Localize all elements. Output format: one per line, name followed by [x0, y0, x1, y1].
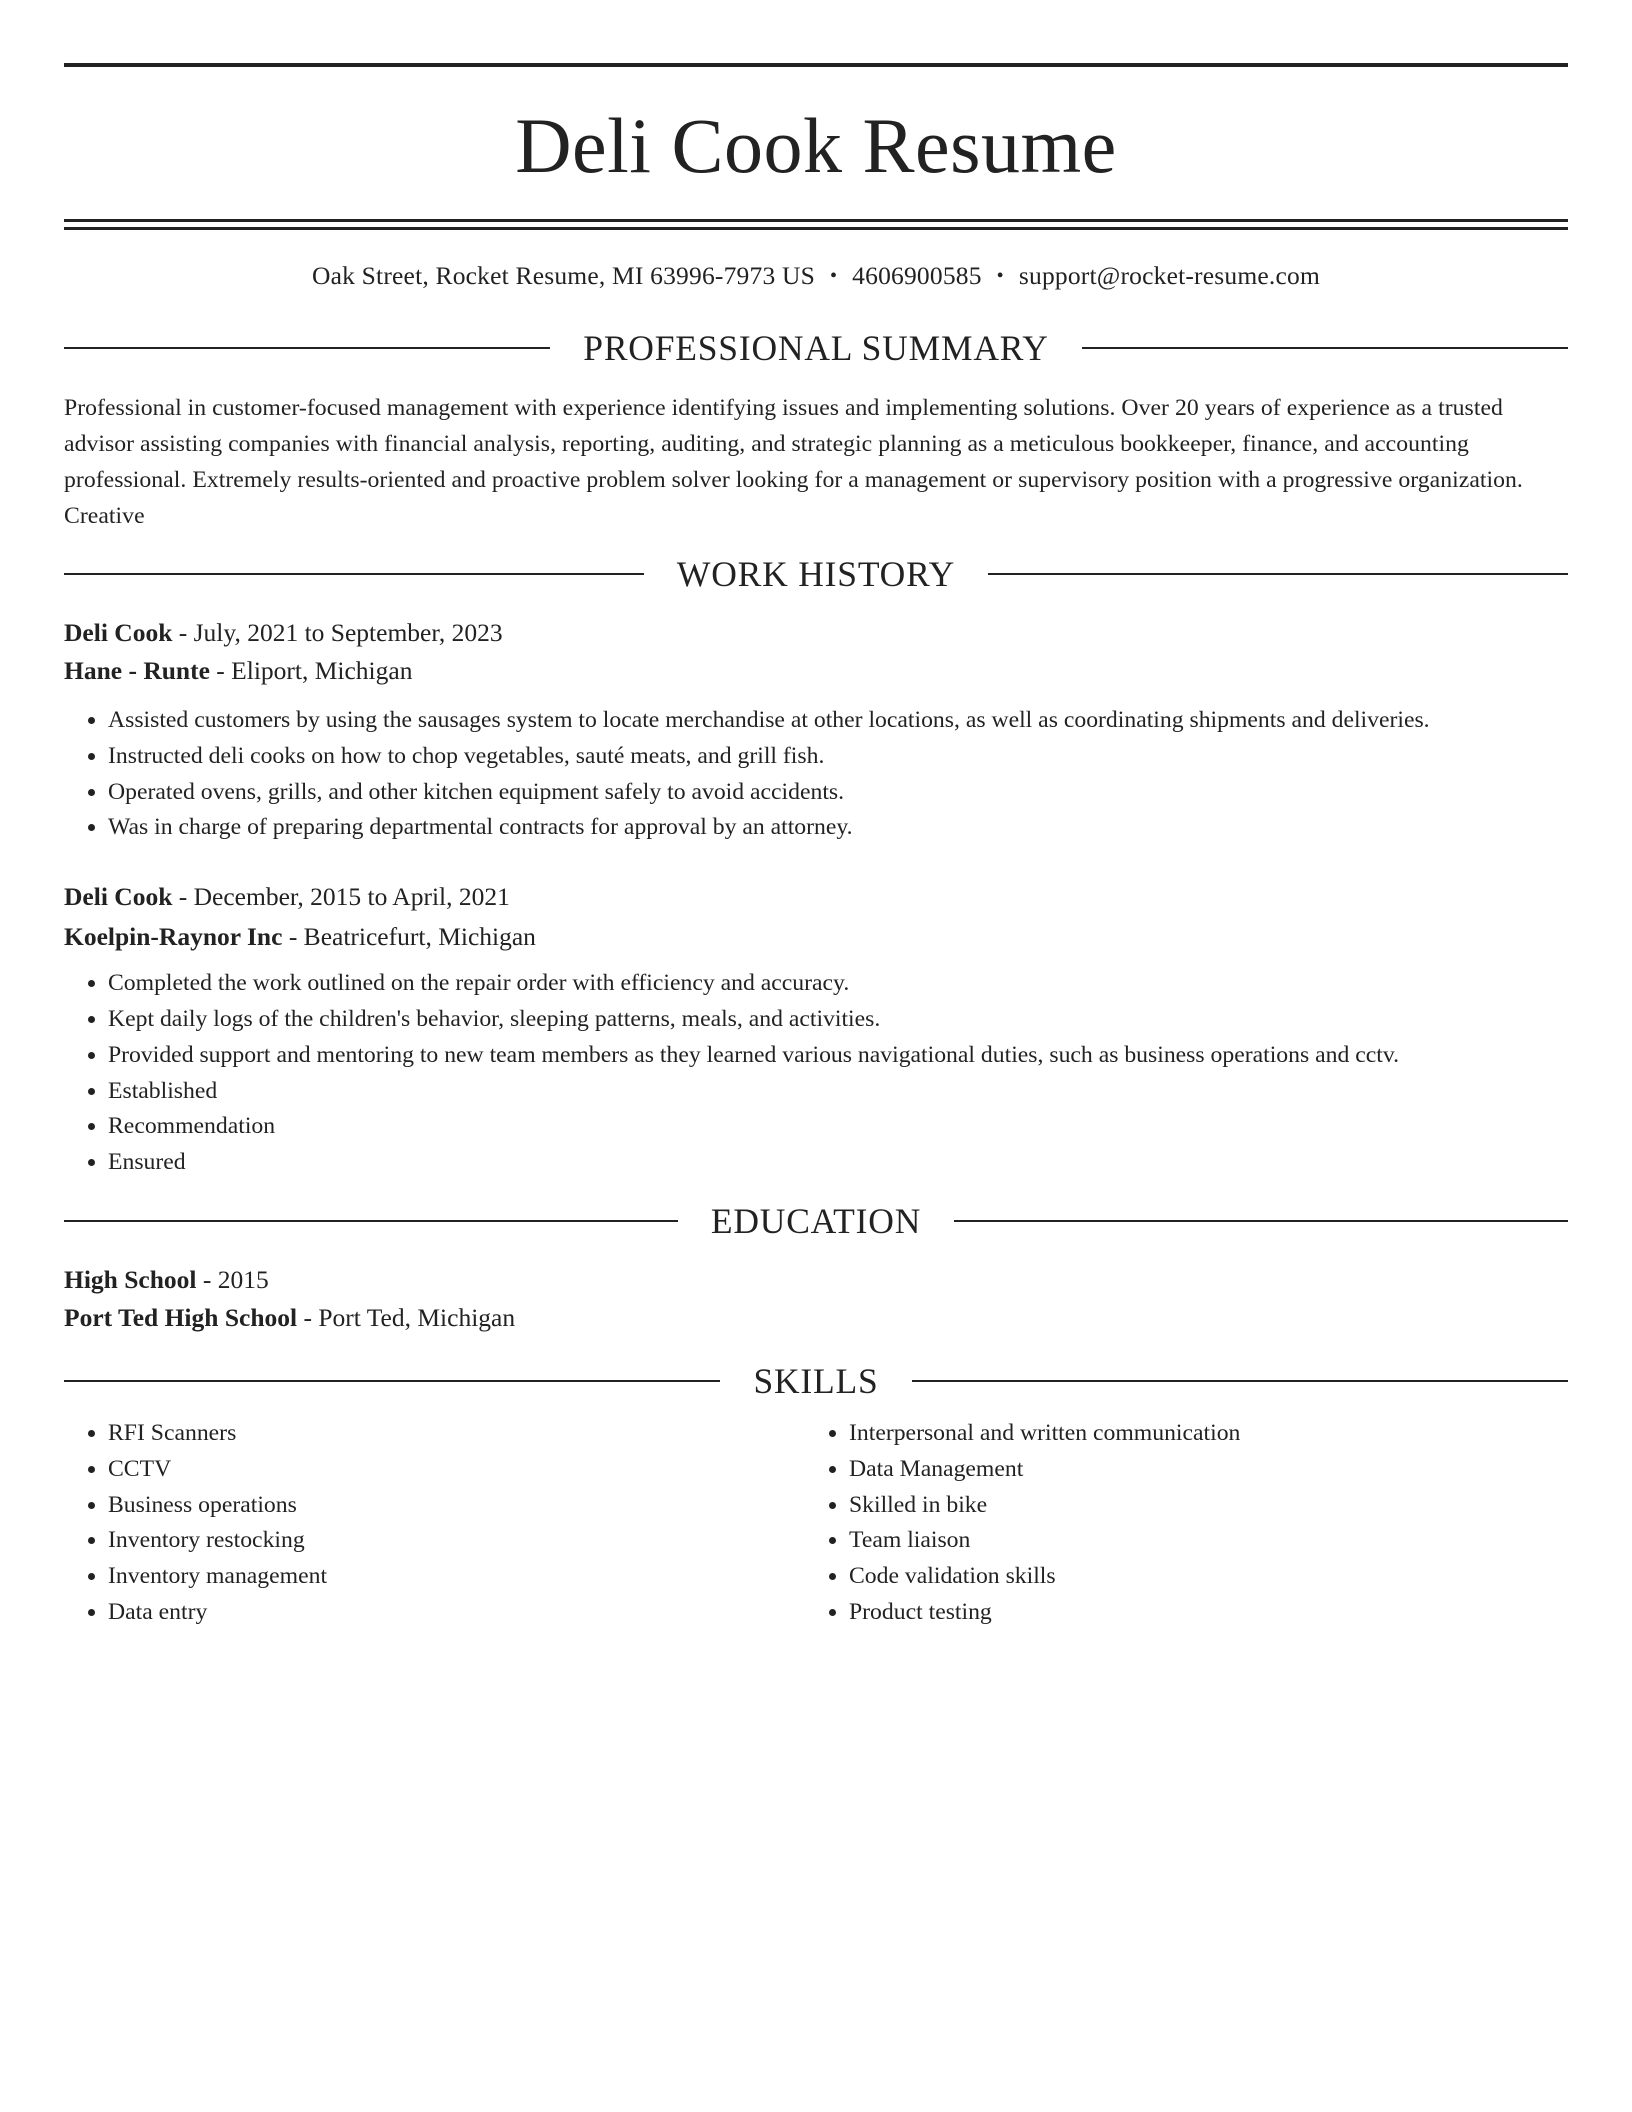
- divider-line: [988, 573, 1568, 575]
- skill-item: • Data entry: [108, 1595, 805, 1631]
- skill-item: • CCTV: [108, 1452, 805, 1488]
- divider-line: [64, 1380, 720, 1382]
- job-bullet: • Instructed deli cooks on how to chop vegetables, sauté meats, and grill fish.: [108, 739, 1568, 775]
- skills-list: [64, 1416, 805, 1631]
- education-school-line: [64, 1299, 1568, 1337]
- summary-text: Professional in customer-focused management with experience identifying issues and implementing solutions. Over 20 years of experience as a trusted advisor assisting companies with financial analysis, reporting, auditing, and strategic planning as a meticulous bookkeeper, finance, and accounting professional. Extremely results-oriented and proactive problem solver looking for a management or supervisory position with a progressive organization. Creative: [64, 395, 1523, 529]
- work-heading-label: WORK HISTORY: [676, 554, 956, 594]
- skill-item: • Inventory restocking: [108, 1523, 805, 1559]
- divider-line: [912, 1380, 1568, 1382]
- job-bullet: • Assisted customers by using the sausages system to locate merchandise at other locations, as well as coordinating shipments and deliveries.: [108, 703, 1568, 739]
- job-bullet: • Established: [108, 1074, 1568, 1110]
- work-section-heading: [64, 552, 1568, 596]
- divider-line: [1082, 347, 1568, 349]
- summary-section-heading: [64, 326, 1568, 370]
- contact-address: Oak Street, Rocket Resume, MI 63996-7973 US: [312, 261, 815, 290]
- job-bullet: • Completed the work outlined on the repair order with efficiency and accuracy.: [108, 966, 1568, 1002]
- education-degree: High School: [64, 1264, 197, 1294]
- job-dates: - July, 2021 to September, 2023: [172, 618, 503, 647]
- job-bullet: • Recommendation: [108, 1109, 1568, 1145]
- job-company-line: [64, 652, 1568, 690]
- job-bullet: • Was in charge of preparing departmental contracts for approval by an attorney.: [108, 810, 1568, 846]
- skill-item: • Team liaison: [849, 1523, 1546, 1559]
- summary-heading-label: PROFESSIONAL SUMMARY: [583, 328, 1049, 368]
- skill-item: • Code validation skills: [849, 1559, 1546, 1595]
- job-dates: - December, 2015 to April, 2021: [172, 882, 510, 912]
- job-bullet: • Kept daily logs of the children's behavior, sleeping patterns, meals, and activities.: [108, 1002, 1568, 1038]
- job-company-line: [64, 918, 1568, 956]
- contact-phone: 4606900585: [852, 261, 982, 290]
- education-degree-line: [64, 1261, 1568, 1299]
- education-heading-label: EDUCATION: [710, 1200, 922, 1241]
- divider-line: [64, 1220, 678, 1222]
- skills-heading-label: SKILLS: [753, 1360, 879, 1401]
- skills-grid: [64, 1416, 1568, 1631]
- education-section-heading: [64, 1199, 1568, 1243]
- top-rule: [64, 63, 1568, 67]
- resume-title: Deli Cook Resume: [515, 102, 1117, 189]
- contact-line: [64, 258, 1568, 296]
- education-year: - 2015: [196, 1264, 269, 1294]
- skills-column-right: [805, 1416, 1546, 1631]
- job-company: Koelpin-Raynor Inc: [64, 922, 283, 952]
- job-entry: [64, 614, 1568, 846]
- divider-line: [954, 1220, 1568, 1222]
- skill-item: • Data Management: [849, 1452, 1546, 1488]
- skills-list: [805, 1416, 1546, 1631]
- divider-line: [64, 347, 550, 349]
- job-title-line: [64, 878, 1568, 916]
- job-bullet: • Provided support and mentoring to new team members as they learned various navigational duties, such as business operations and cctv.: [108, 1038, 1568, 1074]
- contact-email: support@rocket-resume.com: [1018, 261, 1320, 290]
- job-title: Deli Cook: [64, 618, 173, 647]
- job-bullet: • Ensured: [108, 1145, 1568, 1181]
- education-entry: [64, 1261, 1568, 1337]
- skill-item: • RFI Scanners: [108, 1416, 805, 1452]
- job-location: - Beatricefurt, Michigan: [282, 922, 536, 952]
- job-title: Deli Cook: [64, 882, 173, 912]
- education-location: - Port Ted, Michigan: [297, 1302, 516, 1332]
- education-school: Port Ted High School: [64, 1302, 298, 1332]
- contact-separator: •: [996, 265, 1004, 287]
- job-location: - Eliport, Michigan: [209, 656, 413, 685]
- skill-item: • Business operations: [108, 1488, 805, 1524]
- title-double-rule: [64, 219, 1568, 230]
- skill-item: • Product testing: [849, 1595, 1546, 1631]
- job-company: Hane - Runte: [64, 656, 210, 685]
- skills-section-heading: [64, 1359, 1568, 1403]
- skills-column-left: [64, 1416, 805, 1631]
- job-bullets: [64, 703, 1568, 846]
- job-title-line: [64, 614, 1568, 652]
- contact-separator: •: [829, 265, 838, 287]
- divider-line: [64, 573, 644, 575]
- job-bullet: • Operated ovens, grills, and other kitchen equipment safely to avoid accidents.: [108, 775, 1568, 811]
- skill-item: • Interpersonal and written communication: [849, 1416, 1546, 1452]
- skill-item: • Inventory management: [108, 1559, 805, 1595]
- job-entry: [64, 878, 1568, 1181]
- skill-item: • Skilled in bike: [849, 1488, 1546, 1524]
- job-bullets: [64, 966, 1568, 1181]
